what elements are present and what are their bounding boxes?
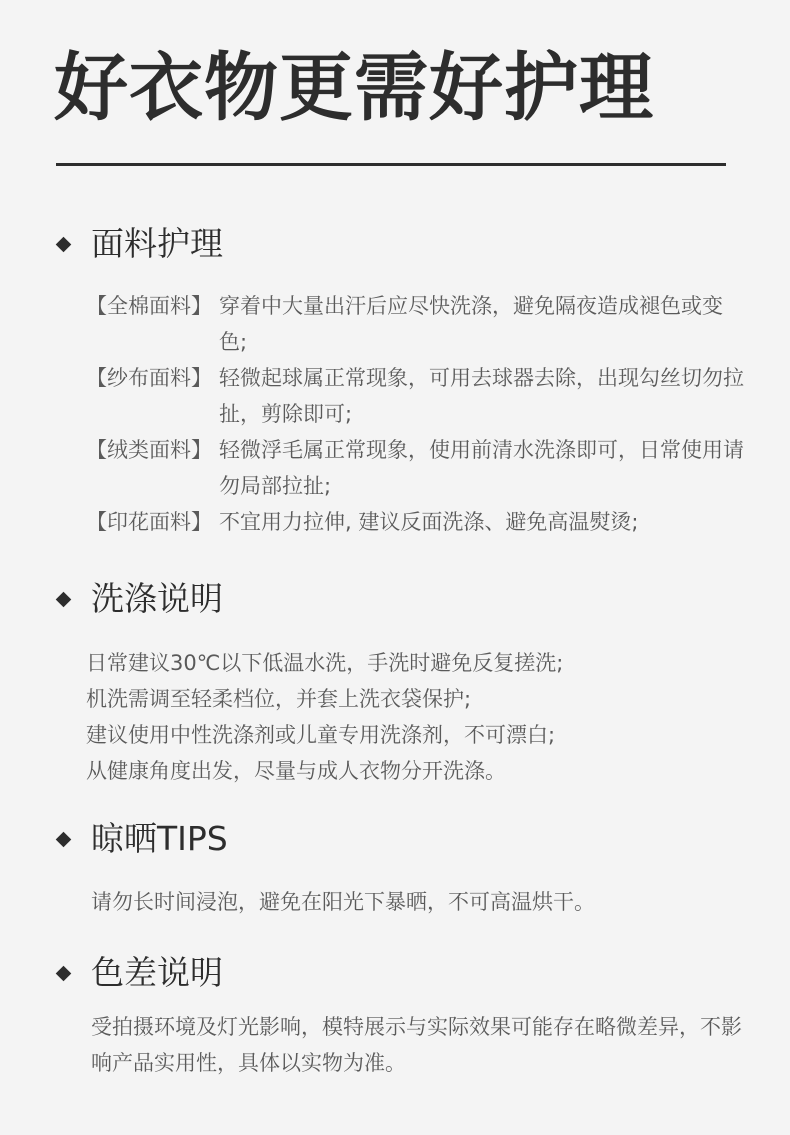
washing-heading-text: 洗涤说明 (91, 579, 223, 618)
fabric-care-heading (58, 224, 223, 264)
drying-instructions (91, 884, 751, 920)
washing-heading (58, 579, 223, 619)
washing-line: 日常建议30℃以下低温水洗，手洗时避免反复搓洗; (86, 651, 564, 675)
drying-heading (58, 819, 228, 859)
fabric-text: 不宜用力拉伸, 建议反面洗涤、避免高温熨烫; (219, 510, 639, 534)
fabric-label: 【绒类面料】 (86, 438, 212, 462)
color-difference-text: 受拍摄环境及灯光影响，模特展示与实际效果可能存在略微差异，不影响产品实用性，具体以实物为准。 (91, 1015, 742, 1075)
fabric-label: 【全棉面料】 (86, 294, 212, 318)
fabric-text: 轻微浮毛属正常现象，使用前清水洗涤即可，日常使用请勿局部拉扯; (219, 438, 744, 498)
washing-line: 从健康角度出发，尽量与成人衣物分开洗涤。 (86, 759, 506, 783)
fabric-care-list (86, 288, 746, 540)
color-difference-heading (58, 953, 223, 993)
washing-line: 机洗需调至轻柔档位，并套上洗衣袋保护; (86, 687, 472, 711)
fabric-text: 轻微起球属正常现象，可用去球器去除，出现勾丝切勿拉扯，剪除即可; (219, 366, 744, 426)
fabric-text: 穿着中大量出汗后应尽快洗涤，避免隔夜造成褪色或变色; (219, 294, 723, 354)
drying-heading-text: 晾晒TIPS (91, 819, 228, 858)
fabric-item-print (86, 504, 746, 540)
diamond-bullet-icon (56, 831, 72, 847)
diamond-bullet-icon (56, 591, 72, 607)
title-divider (56, 163, 726, 166)
drying-line: 请勿长时间浸泡，避免在阳光下暴晒，不可高温烘干。 (91, 890, 595, 914)
fabric-item-cotton (86, 288, 746, 360)
washing-line: 建议使用中性洗涤剂或儿童专用洗涤剂，不可漂白; (86, 723, 556, 747)
fabric-item-gauze (86, 360, 746, 432)
diamond-bullet-icon (56, 965, 72, 981)
fabric-label: 【印花面料】 (86, 510, 212, 534)
washing-instructions (86, 645, 746, 789)
color-difference-heading-text: 色差说明 (91, 953, 223, 992)
fabric-item-velvet (86, 432, 746, 504)
fabric-label: 【纱布面料】 (86, 366, 212, 390)
page-title: 好衣物更需好护理 (54, 45, 654, 131)
fabric-care-heading-text: 面料护理 (91, 224, 223, 263)
diamond-bullet-icon (56, 236, 72, 252)
